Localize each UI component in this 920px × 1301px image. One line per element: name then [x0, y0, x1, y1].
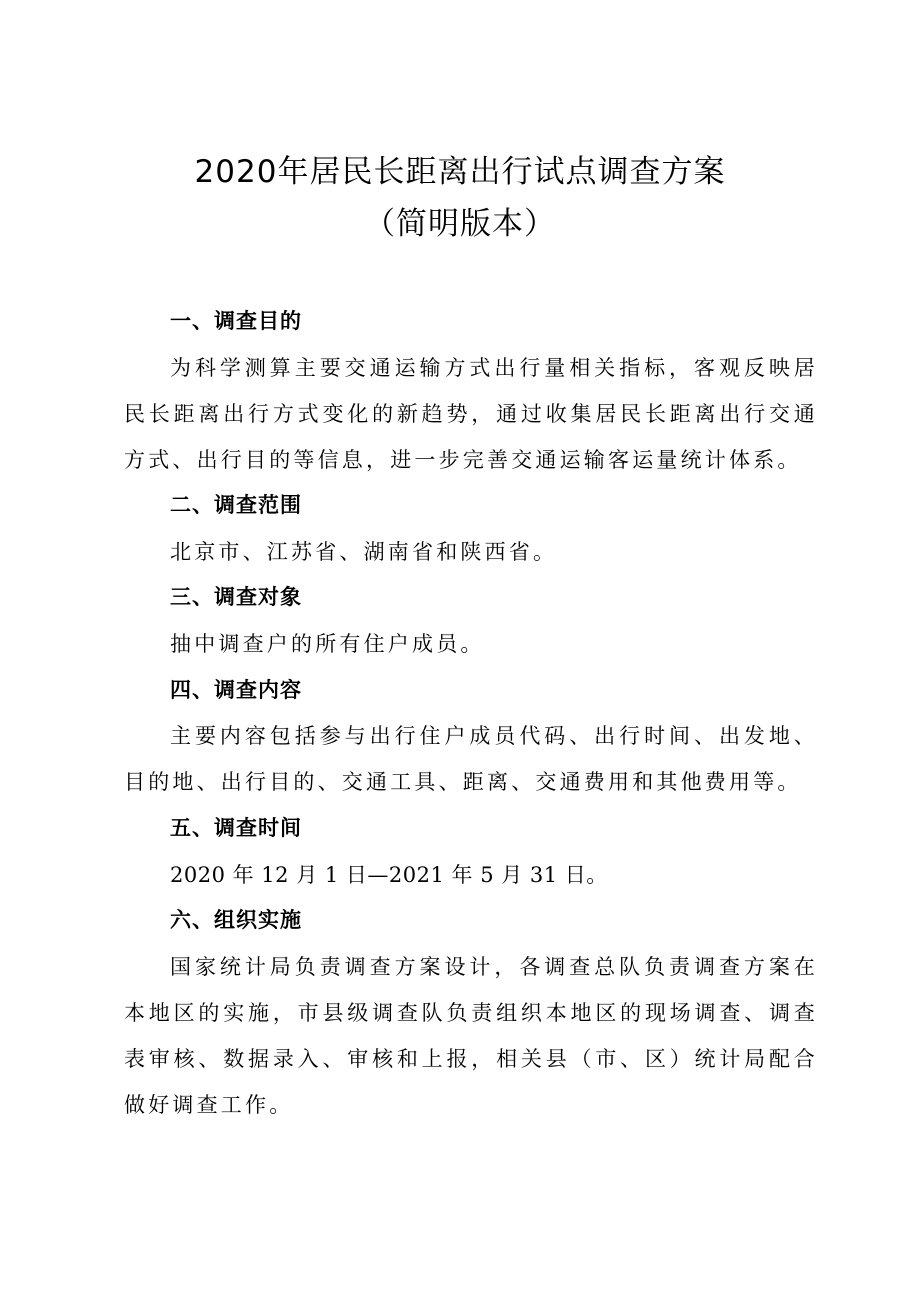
section-body-content: 主要内容包括参与出行住户成员代码、出行时间、出发地、目的地、出行目的、交通工具、距离、交通费用和其他费用等。 [124, 724, 818, 794]
document-title: 2020年居民长距离出行试点调查方案 [194, 154, 726, 190]
section-body-purpose: 为科学测算主要交通运输方式出行量相关指标，客观反映居民长距离出行方式变化的新趋势，通过收集居民长距离出行交通方式、出行目的等信息，进一步完善交通运输客运量统计体系。 [124, 356, 818, 472]
section-heading-period: 五、调查时间 [170, 816, 302, 840]
section-body-subjects: 抽中调查户的所有住户成员。 [170, 632, 485, 656]
section-heading-content: 四、调查内容 [170, 678, 302, 702]
section-heading-purpose: 一、调查目的 [170, 309, 302, 333]
section-heading-implementation: 六、组织实施 [170, 908, 302, 932]
section-body-implementation: 国家统计局负责调查方案设计，各调查总队负责调查方案在本地区的实施，市县级调查队负责组织本地区的现场调查、调查表审核、数据录入、审核和上报，相关县（市、区）统计局配合做好调查工作。 [124, 955, 818, 1117]
document-subtitle: （简明版本） [364, 206, 556, 242]
section-body-scope: 北京市、江苏省、湖南省和陕西省。 [170, 540, 558, 564]
section-body-period: 2020 年 12 月 1 日—2021 年 5 月 31 日。 [170, 863, 608, 887]
section-heading-subjects: 三、调查对象 [170, 585, 302, 609]
section-heading-scope: 二、调查范围 [170, 493, 302, 517]
